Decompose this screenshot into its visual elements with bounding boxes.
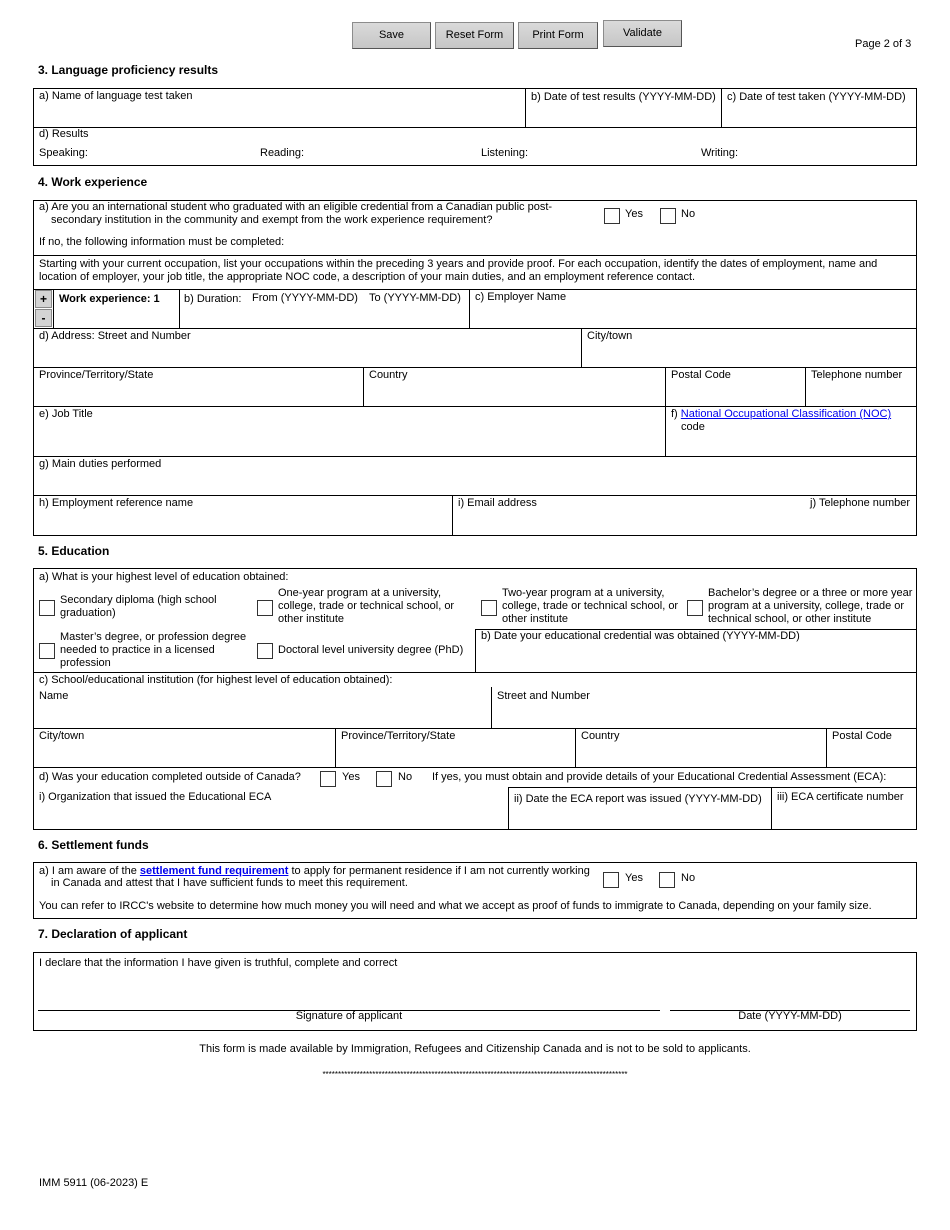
work-exempt-yes-label: Yes (625, 208, 643, 220)
edu-master-label: Master’s degree, or profession degree needed to practice in a licensed profession (60, 631, 247, 669)
work-question-line1: a) Are you an international student who graduated with an eligible credential from a Canadian public post- (39, 201, 553, 213)
edu-two-year-checkbox[interactable] (481, 600, 497, 616)
funds-yes-label: Yes (625, 872, 643, 884)
eca-date-field[interactable]: ii) Date the ECA report was issued (YYYY-MM-DD) (514, 793, 762, 805)
edu-doctoral-checkbox[interactable] (257, 643, 273, 659)
save-button[interactable]: Save (352, 22, 431, 49)
employer-name-field[interactable]: c) Employer Name (475, 291, 567, 303)
edu-two-year-label: Two-year program at a university, college, trade or technical school, or other institute (502, 587, 679, 625)
date-results-field[interactable]: b) Date of test results (YYYY-MM-DD) (531, 91, 716, 103)
validate-button[interactable]: Validate (603, 20, 682, 47)
outside-canada-yes-label: Yes (342, 771, 360, 783)
duration-to-field[interactable]: To (YYYY-MM-DD) (369, 292, 461, 304)
funds-no-label: No (681, 872, 696, 884)
noc-link[interactable]: National Occupational Classification (NOC) (680, 408, 892, 420)
noc-label (671, 408, 891, 421)
outside-canada-no-label: No (398, 771, 413, 783)
writing-field[interactable]: Writing: (701, 147, 739, 159)
institution-province-field[interactable]: Province/Territory/State (341, 730, 456, 742)
reference-email-field[interactable]: i) Email address (458, 497, 537, 509)
funds-note: You can refer to IRCC's website to determine how much money you will need and what we accept as proof of funds to immigrate to Canada, depending on your family size. (39, 900, 872, 912)
declaration-statement: I declare that the information I have given is truthful, complete and correct (39, 957, 398, 969)
funds-yes-checkbox[interactable] (603, 872, 619, 888)
remove-work-entry-button[interactable]: - (35, 309, 52, 327)
eca-note: If yes, you must obtain and provide details of your Educational Credential Assessment (ECA): (432, 771, 887, 783)
work-box (33, 200, 917, 536)
add-work-entry-button[interactable]: + (35, 290, 52, 308)
work-country-field[interactable]: Country (369, 369, 408, 381)
institution-street-field[interactable]: Street and Number (497, 690, 590, 702)
work-telephone-field[interactable]: Telephone number (811, 369, 903, 381)
funds-question-line2: in Canada and attest that I have sufficient funds to meet this requirement. (51, 877, 408, 889)
edu-master-checkbox[interactable] (39, 643, 55, 659)
form-id: IMM 5911 (06-2023) E (39, 1177, 149, 1189)
eca-certificate-field[interactable]: iii) ECA certificate number (777, 791, 904, 803)
work-question-line2: secondary institution in the community and exempt from the work experience requirement? (51, 214, 493, 226)
work-exempt-no-label: No (681, 208, 696, 220)
institution-country-field[interactable]: Country (581, 730, 620, 742)
declaration-date-label: Date (YYYY-MM-DD) (738, 1010, 842, 1022)
job-title-field[interactable]: e) Job Title (39, 408, 93, 420)
outside-canada-question: d) Was your education completed outside of Canada? (39, 771, 301, 783)
section-education-title: 5. Education (38, 544, 110, 558)
eca-organization-field[interactable]: i) Organization that issued the Educational ECA (39, 791, 272, 803)
results-label: d) Results (39, 128, 89, 140)
section-language-title: 3. Language proficiency results (38, 63, 219, 77)
reference-telephone-field[interactable]: j) Telephone number (810, 497, 911, 509)
institution-name-field[interactable]: Name (39, 690, 69, 702)
duration-label: b) Duration: (184, 293, 242, 305)
funds-question-prefix: a) I am aware of the (39, 865, 137, 877)
duration-from-field[interactable]: From (YYYY-MM-DD) (252, 292, 358, 304)
edu-secondary-label: Secondary diploma (high school graduation) (60, 594, 217, 619)
credential-date-field[interactable]: b) Date your educational credential was obtained (YYYY-MM-DD) (481, 630, 800, 642)
speaking-field[interactable]: Speaking: (39, 147, 88, 159)
signature-label: Signature of applicant (295, 1010, 403, 1022)
page-indicator: Page 2 of 3 (855, 38, 912, 50)
section-declaration-title: 7. Declaration of applicant (38, 927, 188, 941)
outside-canada-yes-checkbox[interactable] (320, 771, 336, 787)
edu-bachelor-label: Bachelor’s degree or a three or more year program at a university, college, trade or technical school, or other institute (708, 587, 913, 625)
work-postal-field[interactable]: Postal Code (671, 369, 731, 381)
funds-question-suffix: to apply for permanent residence if I am not currently working (291, 865, 590, 877)
date-taken-field[interactable]: c) Date of test taken (YYYY-MM-DD) (727, 91, 906, 103)
edu-one-year-checkbox[interactable] (257, 600, 273, 616)
work-instructions: Starting with your current occupation, list your occupations within the preceding 3 years and provide proof. For each occupation, identify the dates of employment, name and location of employer, your job title, the appropriate NOC code, a description of your main duties, and an employment reference contact. (39, 258, 878, 283)
settlement-fund-link[interactable]: settlement fund requirement (139, 865, 289, 877)
noc-prefix: f) (671, 408, 678, 420)
test-name-field[interactable]: a) Name of language test taken (39, 90, 193, 102)
print-form-button[interactable]: Print Form (518, 22, 598, 49)
footer-stars: ************************************************************************************************** (322, 1070, 628, 1079)
footer-notice: This form is made available by Immigration, Refugees and Citizenship Canada and is not to be sold to applicants. (199, 1043, 751, 1055)
section-funds-title: 6. Settlement funds (38, 838, 149, 852)
listening-field[interactable]: Listening: (481, 147, 529, 159)
work-entry-label: Work experience: 1 (59, 293, 160, 305)
outside-canada-no-checkbox[interactable] (376, 771, 392, 787)
work-province-field[interactable]: Province/Territory/State (39, 369, 154, 381)
reset-form-button[interactable]: Reset Form (435, 22, 514, 49)
main-duties-field[interactable]: g) Main duties performed (39, 458, 162, 470)
institution-label: c) School/educational institution (for highest level of education obtained): (39, 674, 393, 686)
edu-bachelor-checkbox[interactable] (687, 600, 703, 616)
work-exempt-yes-checkbox[interactable] (604, 208, 620, 224)
noc-code-field[interactable]: code (681, 421, 705, 433)
funds-no-checkbox[interactable] (659, 872, 675, 888)
edu-one-year-label: One-year program at a university, college, trade or technical school, or other institute (278, 587, 455, 625)
work-address-field[interactable]: d) Address: Street and Number (39, 330, 191, 342)
highest-education-question: a) What is your highest level of education obtained: (39, 571, 289, 583)
reference-name-field[interactable]: h) Employment reference name (39, 497, 194, 509)
edu-doctoral-label: Doctoral level university degree (PhD) (278, 644, 464, 656)
work-exempt-no-checkbox[interactable] (660, 208, 676, 224)
section-work-title: 4. Work experience (38, 175, 148, 189)
institution-postal-field[interactable]: Postal Code (832, 730, 892, 742)
work-city-field[interactable]: City/town (587, 330, 633, 342)
if-no-note: If no, the following information must be completed: (39, 236, 285, 248)
edu-secondary-checkbox[interactable] (39, 600, 55, 616)
institution-city-field[interactable]: City/town (39, 730, 85, 742)
reading-field[interactable]: Reading: (260, 147, 305, 159)
